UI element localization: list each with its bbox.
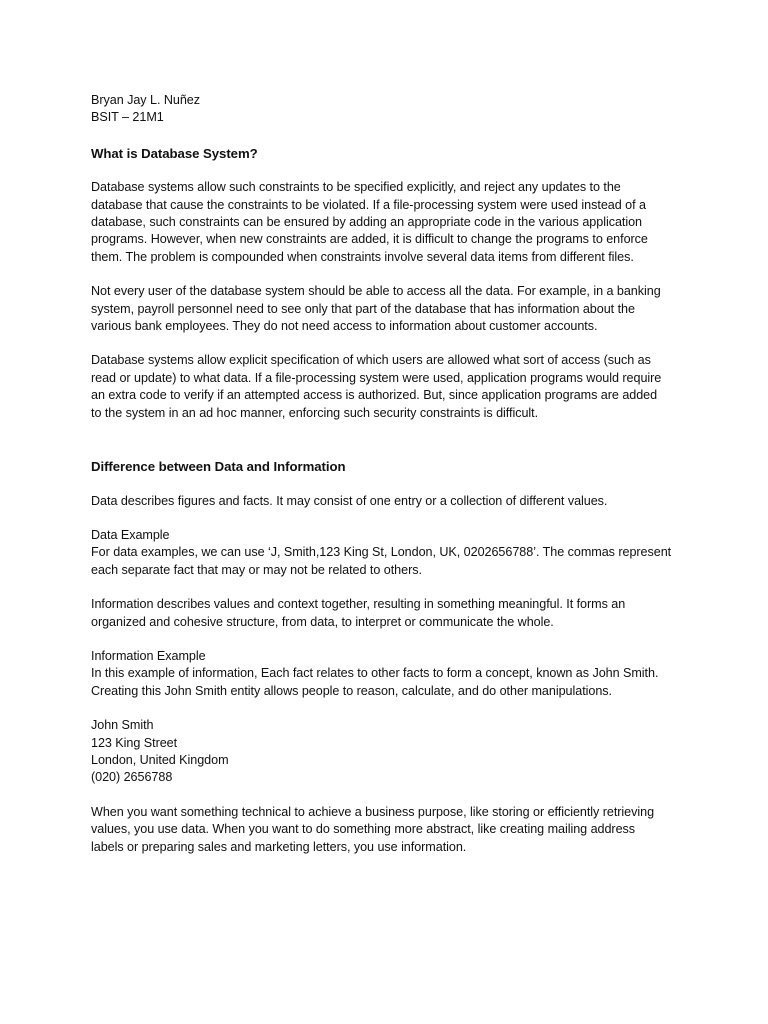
paragraph-line: database, such constraints can be ensured by adding an appropriate code in the various application xyxy=(91,215,642,230)
paragraph-line: organized and cohesive structure, from data, to interpret or communicate the whole. xyxy=(91,614,554,629)
paragraph-data-example xyxy=(91,544,691,579)
paragraph-line: When you want something technical to achieve a business purpose, like storing or efficiently retrieving xyxy=(91,804,655,819)
spacer xyxy=(91,335,691,352)
paragraph-line: various bank employees. They do not need access to information about customer accounts. xyxy=(91,319,598,334)
address-city: London, United Kingdom xyxy=(91,752,229,767)
section-title-database-system: What is Database System? xyxy=(91,145,258,161)
paragraph-line: read or update) to what data. If a file-processing system were used, application programs would require xyxy=(91,370,662,385)
paragraph-line: system, payroll personnel need to see only that part of the database that has information about the xyxy=(91,301,635,316)
spacer xyxy=(91,631,691,648)
paragraph-line: In this example of information, Each fact relates to other facts to form a concept, known as John Smith. xyxy=(91,666,659,681)
paragraph-information-definition xyxy=(91,596,691,631)
paragraph-line: them. The problem is compounded when constraints involve several data items from different files. xyxy=(91,249,634,264)
paragraph-line: each separate fact that may or may not be related to others. xyxy=(91,562,422,577)
paragraph-line: Creating this John Smith entity allows people to reason, calculate, and do other manipulations. xyxy=(91,683,612,698)
paragraph-line: an extra code to verify if an attempted access is authorized. But, since application programs are added xyxy=(91,388,658,403)
spacer xyxy=(91,510,691,527)
spacer xyxy=(91,787,691,804)
spacer xyxy=(91,127,691,145)
spacer xyxy=(91,700,691,717)
paragraph-line: Database systems allow such constraints to be specified explicitly, and reject any updates to the xyxy=(91,180,621,195)
section-title-data-vs-information: Difference between Data and Information xyxy=(91,459,346,475)
paragraph-constraints xyxy=(91,179,691,266)
paragraph-line: Database systems allow explicit specification of which users are allowed what sort of access (such as xyxy=(91,353,651,368)
paragraph-line: Not every user of the database system should be able to access all the data. For example, in a banking xyxy=(91,284,661,299)
paragraph-data-vs-information-usage xyxy=(91,804,691,856)
paragraph-security xyxy=(91,352,691,422)
spacer xyxy=(91,579,691,596)
address-block xyxy=(91,717,691,787)
paragraph-information-example xyxy=(91,665,691,700)
paragraph-line: Information describes values and context together, resulting in something meaningful. It forms an xyxy=(91,597,626,612)
spacer xyxy=(91,162,691,179)
paragraph-access xyxy=(91,283,691,335)
paragraph-line: database that cause the constraints to be violated. If a file-processing system were used instead of a xyxy=(91,197,646,212)
section-code: BSIT – 21M1 xyxy=(91,110,164,125)
author-name: Bryan Jay L. Nuñez xyxy=(91,93,201,107)
paragraph-line: labels or preparing sales and marketing letters, you use information. xyxy=(91,839,467,854)
address-street: 123 King Street xyxy=(91,735,178,750)
spacer xyxy=(91,476,691,493)
information-example-heading: Information Example xyxy=(91,648,206,663)
paragraph-line: values, you use data. When you want to do something more abstract, like creating mailing address xyxy=(91,822,636,837)
spacer xyxy=(91,422,691,458)
paragraph-line: For data examples, we can use ‘J, Smith,123 King St, London, UK, 0202656788’. The commas represent xyxy=(91,545,672,560)
paragraph-line: programs. However, when new constraints are added, it is difficult to change the programs to enforce xyxy=(91,232,648,247)
address-phone: (020) 2656788 xyxy=(91,770,173,785)
paragraph-line: to the system in an ad hoc manner, enforcing such security constraints is difficult. xyxy=(91,405,539,420)
document-content xyxy=(91,92,691,856)
address-name: John Smith xyxy=(91,718,154,733)
data-example-heading: Data Example xyxy=(91,527,170,542)
spacer xyxy=(91,266,691,283)
paragraph-data-definition: Data describes figures and facts. It may consist of one entry or a collection of different values. xyxy=(91,493,608,508)
